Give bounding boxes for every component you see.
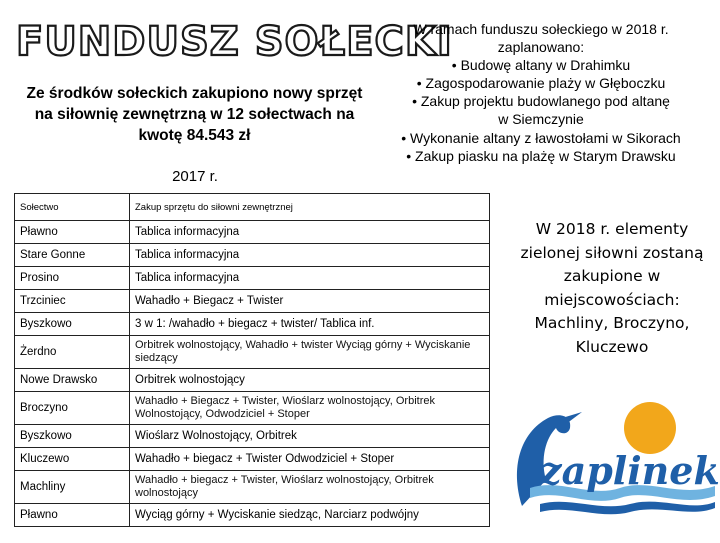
table-row (15, 369, 490, 392)
plan-line: • Zagospodarowanie plaży w Głęboczku (416, 75, 666, 92)
equipment-cell: Wyciąg górny + Wyciskanie siedząc, Narciarz podwójny (130, 504, 490, 527)
equipment-cell: Tablica informacyjna (130, 267, 490, 290)
table-row (15, 425, 490, 448)
equipment-table (14, 193, 490, 527)
table-header-row (15, 194, 490, 221)
plan-line: w Siemczynie (498, 111, 584, 128)
table-row (15, 313, 490, 336)
equipment-cell: Orbitrek wolnostojący (130, 369, 490, 392)
village-cell: Żerdno (15, 336, 130, 369)
table-row (15, 244, 490, 267)
village-cell: Byszkowo (15, 313, 130, 336)
header-equipment: Zakup sprzętu do siłowni zewnętrznej (130, 194, 490, 221)
page-title: FUNDUSZ SOŁECKI (16, 19, 453, 65)
table-row (15, 448, 490, 471)
equipment-cell: Wioślarz Wolnostojący, Orbitrek (130, 425, 490, 448)
czaplinek-logo (500, 388, 720, 538)
wave-icon (540, 502, 715, 515)
equipment-cell: Wahadło + Biegacz + Twister, Wioślarz wolnostojący, Orbitrek Wolnostojący, Odwodziciel + Stoper (130, 392, 490, 425)
summary-text: Ze środków sołeckich zakupiono nowy sprzęt na siłownię zewnętrzną w 12 sołectwach na kwotę 84.543 zł (26, 85, 363, 144)
header-village: Sołectwo (15, 194, 130, 221)
table-row (15, 392, 490, 425)
village-cell: Prosino (15, 267, 130, 290)
equipment-cell: Wahadło + Biegacz + Twister (130, 290, 490, 313)
equipment-cell: Tablica informacyjna (130, 221, 490, 244)
plan-line: • Zakup projektu budowlanego pod altanę (412, 93, 670, 110)
village-cell: Broczyno (15, 392, 130, 425)
plan-line: • Budowę altany w Drahimku (451, 57, 631, 74)
sun-icon (624, 402, 676, 454)
table-row (15, 221, 490, 244)
village-cell: Byszkowo (15, 425, 130, 448)
village-cell: Nowe Drawsko (15, 369, 130, 392)
equipment-cell: Wahadło + biegacz + Twister Odwodziciel + Stoper (130, 448, 490, 471)
equipment-cell: Tablica informacyjna (130, 244, 490, 267)
village-cell: Pławno (15, 504, 130, 527)
plan-line: • Wykonanie altany z ławostołami w Sikorach (401, 129, 681, 146)
table-row (15, 336, 490, 369)
heron-beak-icon (562, 412, 582, 424)
equipment-cell: Orbitrek wolnostojący, Wahadło + twister Wyciąg górny + Wyciskanie siedzący (130, 336, 490, 369)
logo-wordmark: zaplinek (540, 448, 720, 493)
table-row (15, 504, 490, 527)
equipment-cell: 3 w 1: /wahadło + biegacz + twister/ Tablica inf. (130, 313, 490, 336)
equipment-cell: Wahadło + biegacz + Twister, Wioślarz wolnostojący, Orbitrek wolnostojący (130, 471, 490, 504)
table-row (15, 471, 490, 504)
table-row (15, 290, 490, 313)
village-cell: Stare Gonne (15, 244, 130, 267)
village-cell: Machliny (15, 471, 130, 504)
plan-2018-text (372, 20, 710, 165)
village-cell: Pławno (15, 221, 130, 244)
page-title-graphic (14, 16, 453, 65)
plan-line: zaplanowano: (497, 39, 585, 56)
village-cell: Trzciniec (15, 290, 130, 313)
gym-2018-note: W 2018 r. elementy zielonej siłowni zostaną zakupione w miejscowościach: Machliny, Broczyno, Kluczewo (520, 220, 704, 356)
plan-line: W ramach funduszu sołeckiego w 2018 r. (413, 21, 669, 37)
table-row (15, 267, 490, 290)
village-cell: Kluczewo (15, 448, 130, 471)
plan-line: • Zakup piasku na plażę w Starym Drawsku (406, 147, 676, 164)
year-label: 2017 r. (172, 168, 218, 185)
